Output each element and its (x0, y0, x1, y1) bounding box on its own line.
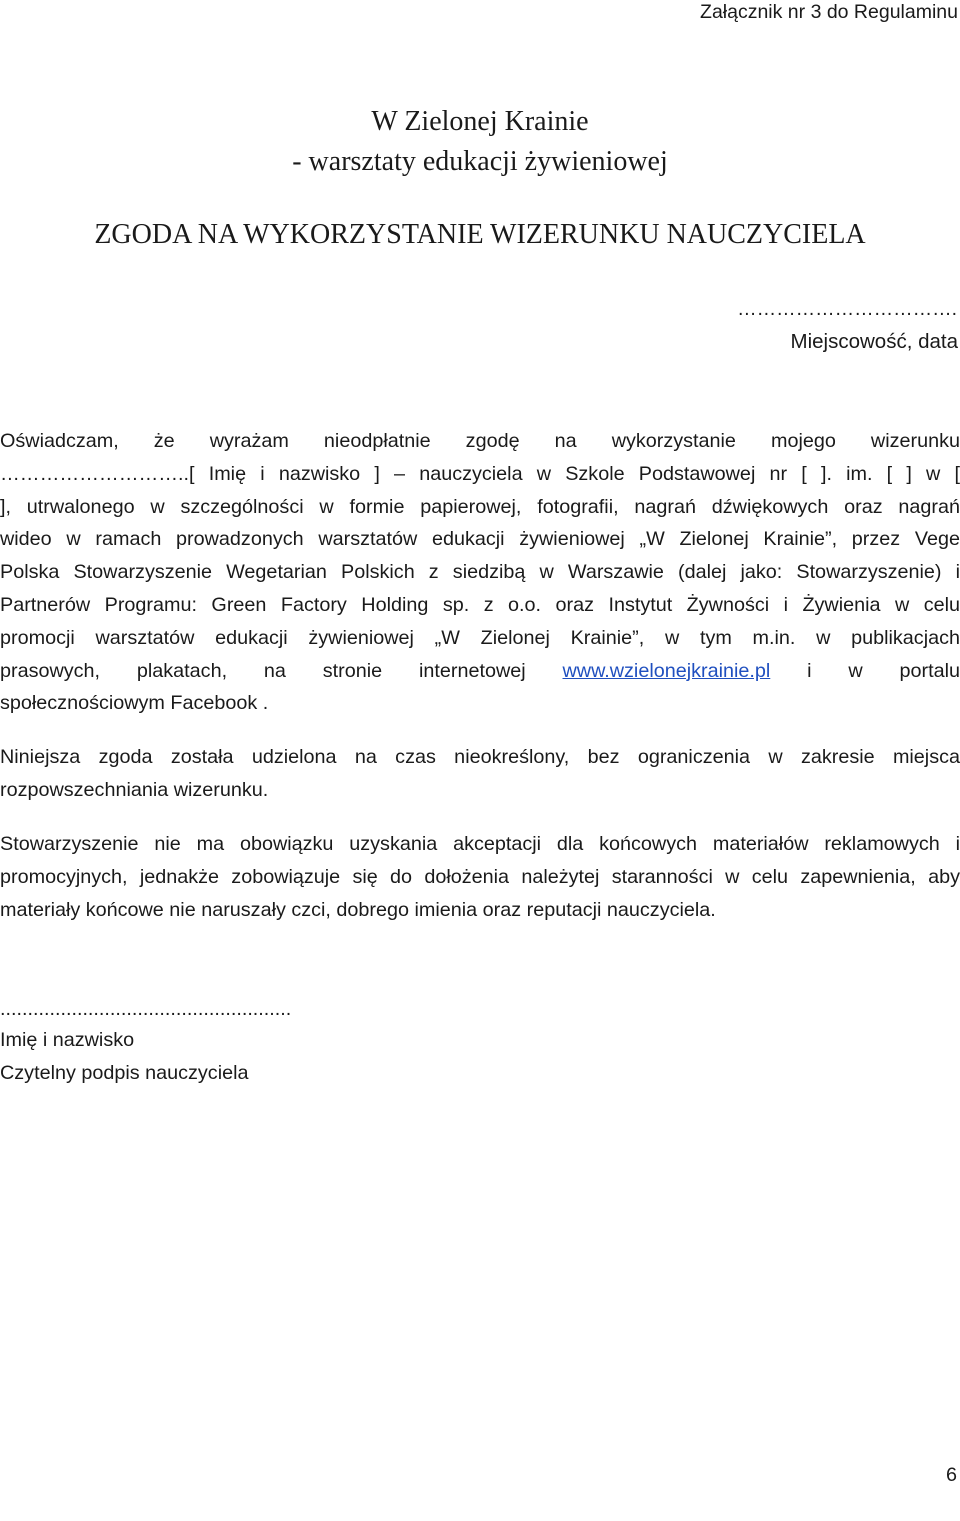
consent-heading: ZGODA NA WYKORZYSTANIE WIZERUNKU NAUCZYCIELA (94, 219, 866, 250)
document-title: W Zielonej Krainie (371, 106, 589, 137)
signature-field: ..................................................... (0, 998, 292, 1020)
website-link[interactable]: www.wzielonejkrainie.pl (562, 659, 771, 682)
duration-paragraph (0, 741, 960, 807)
paragraph-line: wideo w ramach prowadzonych warsztatów edukacji żywieniowej „W Zielonej Krainie”, przez Vege (0, 528, 960, 551)
paragraph-line: promocyjnych, jednakże zobowiązuje się do dołożenia należytej staranności w celu zapewnienia, aby (0, 865, 960, 888)
paragraph-line-with-link (0, 655, 960, 688)
paragraph-line: promocji warsztatów edukacji żywieniowej „W Zielonej Krainie”, w tym m.in. w publikacjach (0, 626, 960, 649)
acceptance-paragraph (0, 828, 960, 926)
paragraph-text: prasowych, plakatach, na stronie internetowej (0, 659, 563, 682)
paragraph-line: Partnerów Programu: Green Factory Holding sp. z o.o. oraz Instytut Żywności i Żywienia w celu (0, 593, 960, 616)
document-subtitle: - warsztaty edukacji żywieniowej (292, 146, 668, 177)
paragraph-line: rozpowszechniania wizerunku. (0, 778, 269, 801)
paragraph-line: Stowarzyszenie nie ma obowiązku uzyskania akceptacji dla końcowych materiałów reklamowych i (0, 833, 960, 855)
paragraph-line: materiały końcowe nie naruszały czci, dobrego imienia oraz reputacji nauczyciela. (0, 898, 716, 921)
place-date-field: ……………………………. (737, 298, 957, 320)
page-number: 6 (945, 1464, 957, 1486)
paragraph-line: ], utrwalonego w szczególności w formie papierowej, fotografii, nagrań dźwiękowych oraz nagrań (0, 495, 960, 518)
paragraph-line: Polska Stowarzyszenie Wegetarian Polskich z siedzibą w Warszawie (dalej jako: Stowarzyszenie) i (0, 561, 960, 584)
paragraph-line: ………………………..[ Imię i nazwisko ] – nauczyciela w Szkole Podstawowej nr [ ]. im. [ ] w [ (0, 462, 960, 485)
paragraph-line: społecznościowym Facebook . (0, 692, 269, 715)
paragraph-line: Oświadczam, że wyrażam nieodpłatnie zgodę na wykorzystanie mojego wizerunku (0, 430, 960, 452)
consent-paragraph (0, 425, 960, 720)
paragraph-line: Niniejsza zgoda została udzielona na czas nieokreślony, bez ograniczenia w zakresie miejsca (0, 746, 960, 768)
place-date-label: Miejscowość, data (790, 330, 958, 353)
paragraph-text: i w portalu (770, 659, 960, 682)
attachment-header: Załącznik nr 3 do Regulaminu (700, 1, 958, 23)
signature-sign-label: Czytelny podpis nauczyciela (0, 1062, 249, 1084)
signature-name-label: Imię i nazwisko (0, 1029, 135, 1051)
